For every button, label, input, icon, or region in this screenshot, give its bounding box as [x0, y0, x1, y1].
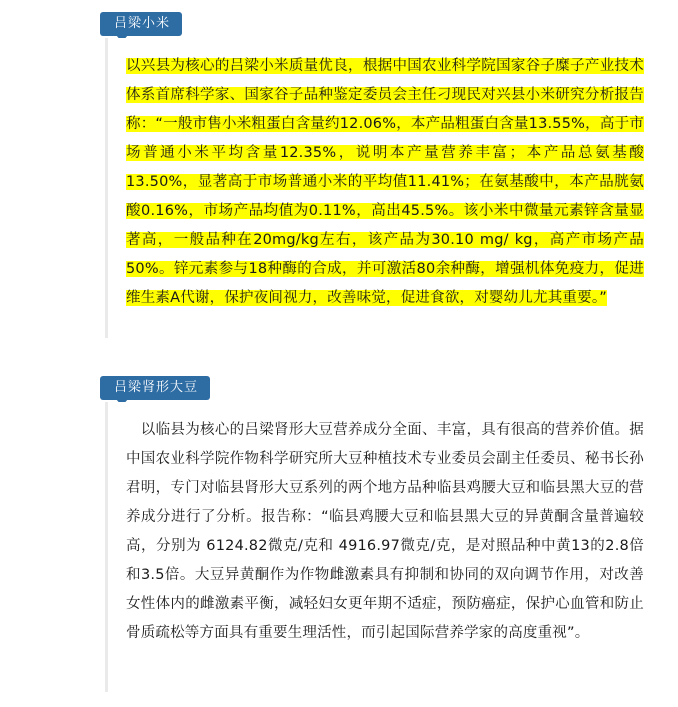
section-gap — [0, 338, 678, 376]
millet-paragraph: 以兴县为核心的吕梁小米质量优良，根据中国农业科学院国家谷子糜子产业技术体系首席科学家、国家谷子品种鉴定委员会主任刁现民对兴县小米研究分析报告称：“一般市售小米粗蛋白含量约12.06%，本产品粗蛋白含量13.55%，高于市场普通小米平均含量12.35%，说明本产量营养丰富；本产品总氨基酸13.50%，显著高于市场普通小米的平均值11.41%；在氨基酸中，本产品胱氨酸0.16%，市场产品均值为0.11%，高出45.5%。该小米中微量元素锌含量显著高，一般品种在20mg/kg左右，该产品为30.10 mg/ kg，高产市场产品50%。锌元素参与18种酶的合成，并可激活80余种酶，增强机体免疫力，促进维生素A代谢，保护夜间视力，改善味觉，促进食欲，对婴幼儿尤其重要。” — [126, 58, 644, 306]
section-millet — [0, 0, 678, 338]
section-badge-soybean: 吕梁肾形大豆 — [100, 376, 210, 400]
section-soybean — [0, 376, 678, 692]
soybean-paragraph: 以临县为核心的吕梁肾形大豆营养成分全面、丰富，具有很高的营养价值。据中国农业科学院作物科学研究所大豆种植技术专业委员会副主任委员、秘书长孙君明，专门对临县肾形大豆系列的两个地方品种临县鸡腰大豆和临县黑大豆的营养成分进行了分析。报告称：“临县鸡腰大豆和临县黑大豆的异黄酮含量普遍较高，分别为 6124.82微克/克和 4916.97微克/克，是对照品种中黄13的2.8倍和3.5倍。大豆异黄酮作为作物雌激素具有抑制和协同的双向调节作用，对改善女性体内的雌激素平衡，减轻妇女更年期不适症，预防癌症，保护心血管和防止骨质疏松等方面具有重要生理活性，而引起国际营养学家的高度重视”。 — [126, 422, 644, 641]
badge-row-soybean — [0, 376, 678, 402]
section-body-card-millet — [105, 38, 660, 338]
millet-paragraph-wrap — [126, 52, 644, 313]
section-badge-millet: 吕梁小米 — [100, 12, 182, 36]
section-body-card-soybean — [105, 402, 660, 692]
spacer-top — [0, 0, 678, 12]
badge-row-millet — [0, 12, 678, 38]
